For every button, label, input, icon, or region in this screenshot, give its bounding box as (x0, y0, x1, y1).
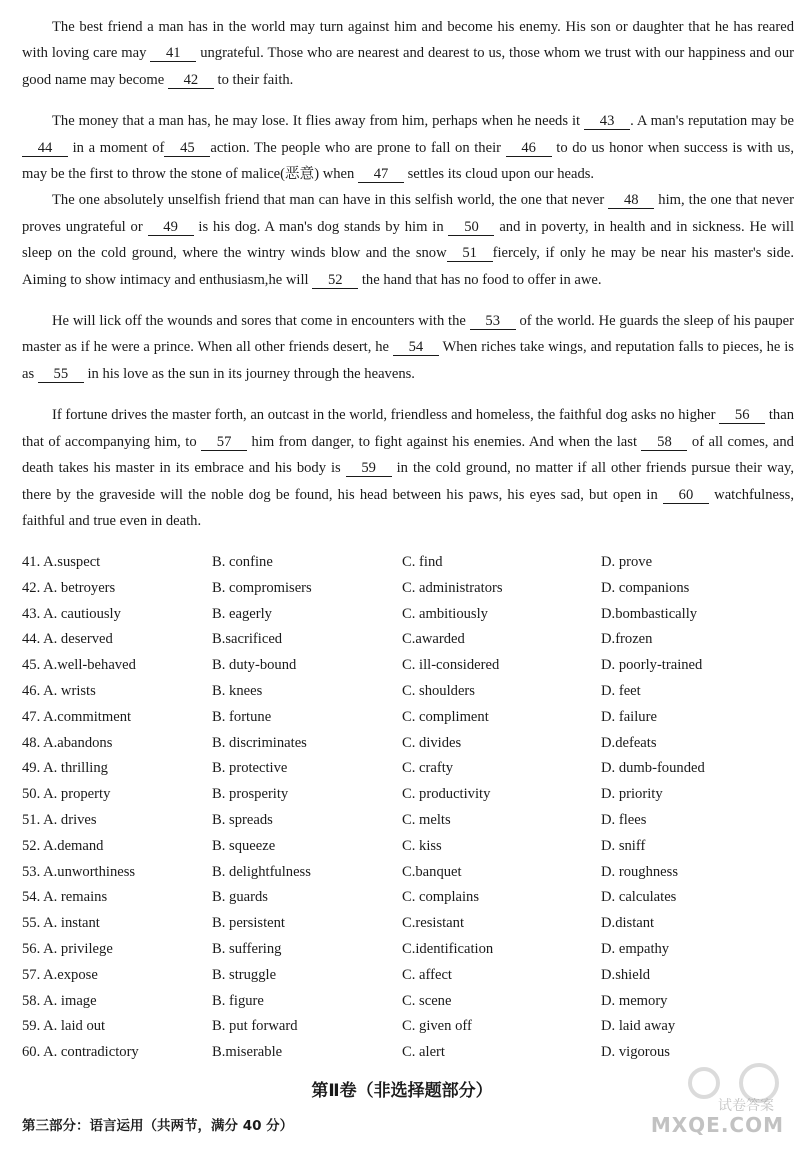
option-c: C. melts (402, 811, 451, 828)
blank-45: 45 (164, 140, 210, 157)
option-c: C. complains (402, 889, 480, 906)
option-c: C. affect (402, 966, 452, 983)
blank-60: 60 (663, 487, 709, 504)
option-d: D. calculates (601, 889, 677, 906)
option-row (22, 911, 794, 937)
paragraph-1: The best friend a man has in the world may turn against him and become his enemy. His son or daughter that he has reared with loving care may 41 ungrateful. Those who are nearest and dearest to us, those whom we trust with our happiness and our good name may become 42 to their faith. (22, 19, 794, 88)
paragraph-5: If fortune drives the master forth, an outcast in the world, friendless and homeless, the faithful dog asks no higher 56 than that of accompanying him, to 57 him from danger, to fight against his enemies. And when the last 58 of all comes, and death takes his master in its embrace and his body is 59 in the cold ground, no matter if all other friends pursue their way, there by the graveside will the noble dog be found, his head between his paws, his eyes sad, but open in 60 watchfulness, faithful and true even in death. (22, 407, 794, 529)
option-a: 46. A. wrists (22, 682, 96, 699)
blank-52: 52 (312, 272, 358, 289)
option-row (22, 602, 794, 628)
option-b: B. duty-bound (212, 657, 297, 674)
option-d: D. priority (601, 786, 663, 803)
option-c: C. divides (402, 734, 462, 751)
option-c: C. scene (402, 992, 452, 1009)
option-row (22, 627, 794, 653)
blank-56: 56 (719, 407, 765, 424)
option-c: C. administrators (402, 579, 503, 596)
option-a: 60. A. contradictory (22, 1044, 139, 1061)
watermark-site: MXQE.COM (650, 1113, 784, 1137)
paragraph-3: The one absolutely unselfish friend that man can have in this selfish world, the one that never 48 him, the one that never proves ungrateful or 49 is his dog. A man's dog stands by him in 50 and in poverty, in health and in sickness. He will sleep on the cold ground, where the wintry winds blow and the snow 51 fiercely, if only he may be near his master's side. Aiming to show intimacy and enthusiasm,he will 52 the hand that has no food to offer in awe. (22, 192, 795, 288)
blank-51: 51 (447, 245, 493, 262)
option-c: C. kiss (402, 837, 442, 854)
option-row (22, 576, 794, 602)
option-a: 54. A. remains (22, 889, 108, 906)
blank-50: 50 (448, 219, 494, 236)
option-a: 56. A. privilege (22, 940, 113, 957)
option-d: D. roughness (601, 863, 679, 880)
option-d: D. companions (601, 579, 690, 596)
option-b: B. fortune (212, 708, 272, 725)
option-c: C.awarded (402, 631, 465, 648)
blank-58: 58 (641, 434, 687, 451)
option-a: 45. A.well-behaved (22, 657, 136, 674)
blank-59: 59 (346, 460, 392, 477)
option-d: D.frozen (601, 631, 653, 648)
option-row (22, 989, 794, 1015)
option-d: D. memory (601, 992, 668, 1009)
option-c: C. alert (402, 1044, 445, 1061)
blank-44: 44 (22, 140, 68, 157)
option-b: B. compromisers (212, 579, 312, 596)
cloze-passage (22, 14, 794, 534)
blank-43: 43 (584, 113, 630, 130)
option-c: C. ill-considered (402, 657, 500, 674)
option-row (22, 731, 794, 757)
blank-55: 55 (38, 366, 84, 383)
option-a: 59. A. laid out (22, 1018, 106, 1035)
option-d: D.defeats (601, 734, 657, 751)
blank-46: 46 (506, 140, 552, 157)
blank-48: 48 (608, 192, 654, 209)
blank-41: 41 (150, 45, 196, 62)
option-d: D. feet (601, 682, 641, 699)
option-b: B. prosperity (212, 786, 289, 803)
option-d: D. flees (601, 811, 647, 828)
option-c: C. crafty (402, 760, 454, 777)
option-b: B. guards (212, 889, 268, 906)
option-row (22, 1014, 794, 1040)
option-b: B.miserable (212, 1044, 283, 1061)
option-c: C. compliment (402, 708, 489, 725)
option-a: 47. A.commitment (22, 708, 132, 725)
option-d: D. vigorous (601, 1044, 670, 1061)
option-b: B. knees (212, 682, 263, 699)
paragraph-2: The money that a man has, he may lose. It flies away from him, perhaps when he needs it 43 . A man's reputation may be 44 in a moment of 45 action. The people who are prone to fall on their 46 to do us honor when success is with us, may be the first to throw the stone of malice(恶意) when 47 settles its cloud upon our heads. (22, 113, 795, 183)
option-a: 44. A. deserved (22, 631, 113, 648)
option-b: B. eagerly (212, 605, 272, 622)
option-b: B. suffering (212, 940, 282, 957)
blank-47: 47 (358, 166, 404, 183)
option-c: C. productivity (402, 786, 491, 803)
option-d: D. laid away (601, 1018, 676, 1035)
option-c: C. find (402, 554, 443, 570)
option-row (22, 808, 794, 834)
blank-49: 49 (148, 219, 194, 236)
option-d: D.bombastically (601, 605, 698, 622)
option-b: B. persistent (212, 915, 285, 932)
option-row (22, 963, 794, 989)
option-row (22, 653, 794, 679)
answer-options (22, 550, 794, 1066)
paragraph-4: He will lick off the wounds and sores that come in encounters with the 53 of the world. He guards the sleep of his pauper master as if he were a prince. When all other friends desert, he 54 When riches take wings, and reputation falls to pieces, he is as 55 in his love as the sun in its journey through the heavens. (22, 313, 795, 382)
part-title: 第三部分：语言运用（共两节，满分 40 分） (22, 1118, 294, 1134)
option-a: 48. A.abandons (22, 734, 113, 751)
option-c: C. shoulders (402, 682, 475, 699)
option-b: B.sacrificed (212, 631, 283, 648)
option-a: 42. A. betroyers (22, 579, 116, 596)
option-a: 55. A. instant (22, 915, 100, 932)
option-a: 49. A. thrilling (22, 760, 108, 777)
option-d: D. empathy (601, 940, 670, 957)
option-d: D. prove (601, 554, 653, 570)
option-row (22, 550, 794, 576)
option-row (22, 705, 794, 731)
option-row (22, 679, 794, 705)
option-d: D.shield (601, 966, 651, 983)
option-c: C.banquet (402, 863, 462, 880)
option-c: C. ambitiously (402, 605, 488, 622)
option-row (22, 834, 794, 860)
blank-42: 42 (168, 72, 214, 89)
watermark-caption: 试卷答案 (718, 1098, 774, 1114)
option-b: B. protective (212, 760, 288, 777)
blank-57: 57 (201, 434, 247, 451)
option-a: 51. A. drives (22, 811, 97, 828)
option-a: 43. A. cautiously (22, 605, 121, 622)
option-row (22, 756, 794, 782)
option-a: 41. A.suspect (22, 554, 101, 570)
blank-54: 54 (393, 339, 439, 356)
option-a: 57. A.expose (22, 966, 98, 983)
option-b: B. struggle (212, 966, 277, 983)
section-title: 第Ⅱ卷（非选择题部分） (311, 1081, 493, 1101)
option-b: B. delightfulness (212, 863, 311, 880)
option-row (22, 860, 794, 886)
option-b: B. put forward (212, 1018, 298, 1035)
option-c: C.resistant (402, 915, 465, 932)
option-a: 58. A. image (22, 992, 97, 1009)
blank-53: 53 (470, 313, 516, 330)
option-row (22, 885, 794, 911)
option-b: B. figure (212, 992, 264, 1009)
option-row (22, 782, 794, 808)
option-b: B. spreads (212, 811, 273, 828)
option-c: C.identification (402, 940, 494, 957)
option-row (22, 937, 794, 963)
option-d: D. dumb-founded (601, 760, 705, 777)
option-d: D.distant (601, 915, 655, 932)
option-a: 53. A.unworthiness (22, 863, 136, 880)
option-d: D. sniff (601, 837, 646, 854)
option-a: 50. A. property (22, 786, 111, 803)
option-a: 52. A.demand (22, 837, 104, 854)
option-b: B. squeeze (212, 837, 276, 854)
option-b: B. confine (212, 554, 273, 570)
option-c: C. given off (402, 1018, 472, 1035)
option-d: D. poorly-trained (601, 657, 703, 674)
option-b: B. discriminates (212, 734, 307, 751)
option-d: D. failure (601, 708, 657, 725)
